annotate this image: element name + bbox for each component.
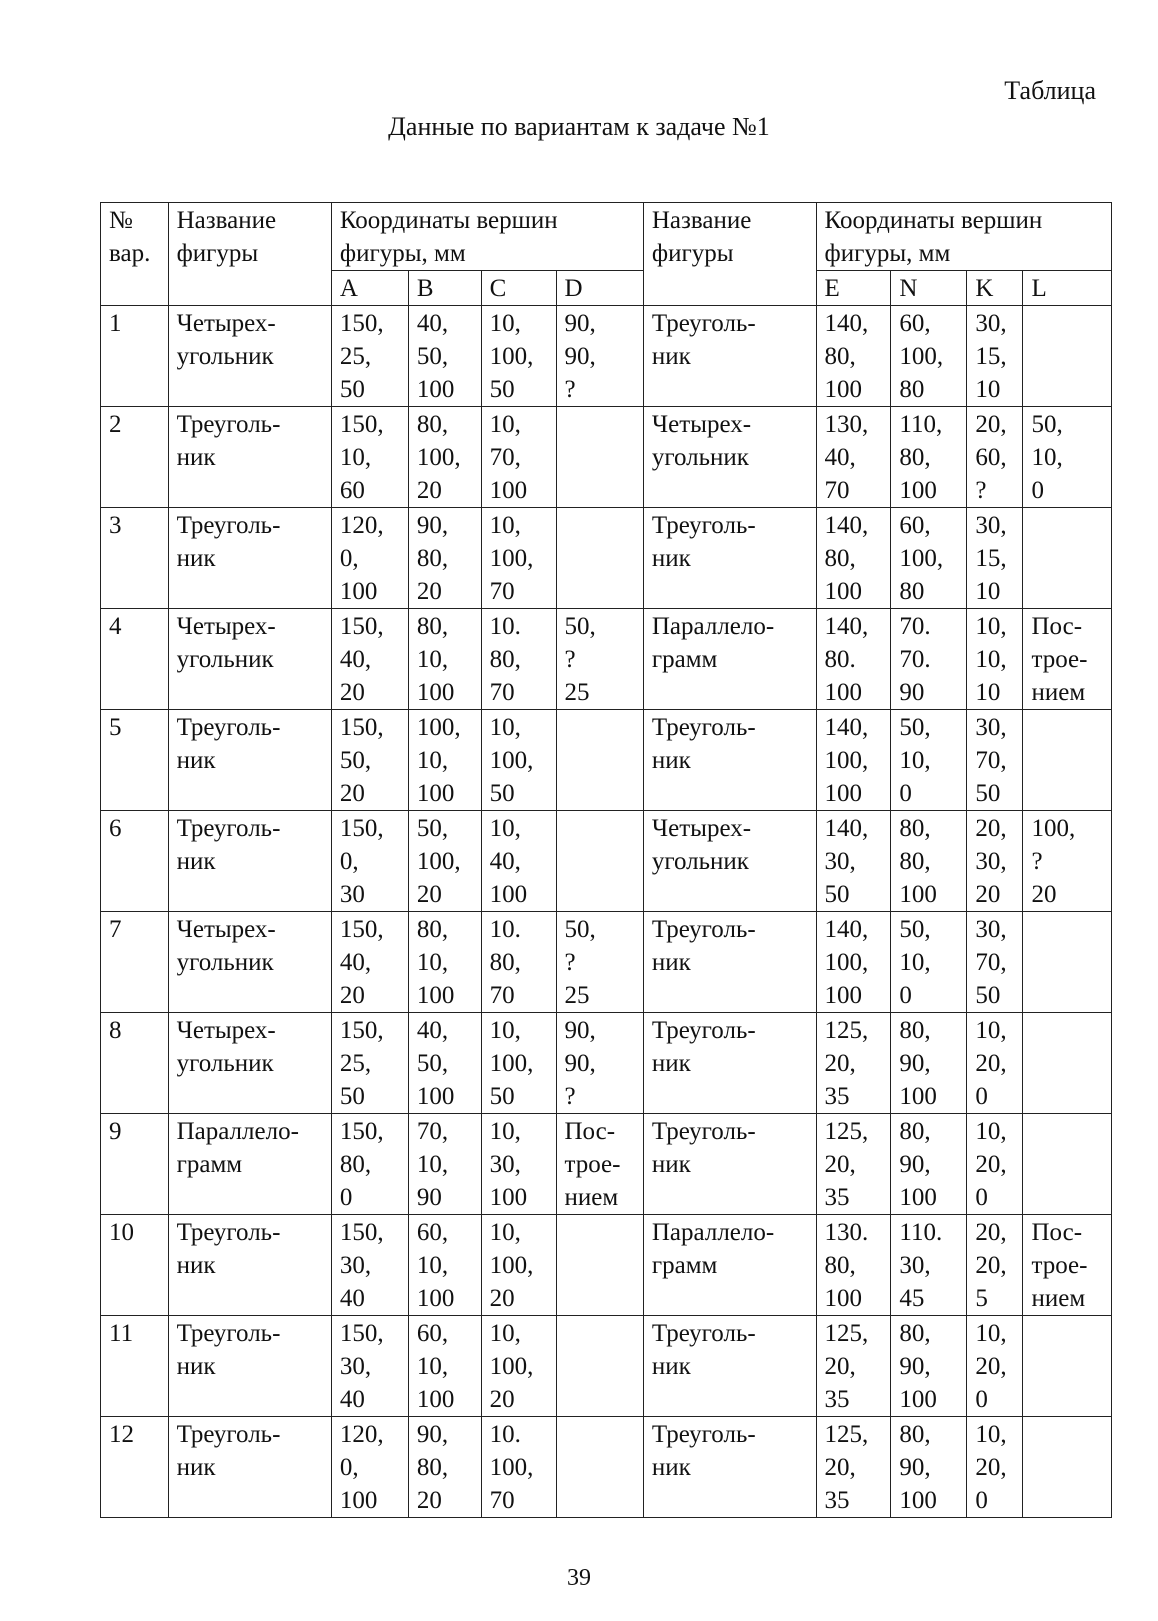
vertex-a-cell: 150, 40, 20 (331, 609, 408, 710)
variant-number-cell: 12 (101, 1417, 169, 1518)
vertex-a-cell: 150, 25, 50 (331, 306, 408, 407)
figure-name-1-cell: Треуголь- ник (168, 1316, 331, 1417)
variants-table (100, 202, 1112, 1518)
vertex-c-cell: 10, 40, 100 (481, 811, 556, 912)
variant-number-cell: 8 (101, 1013, 169, 1114)
vertex-e-cell: 130. 80, 100 (816, 1215, 891, 1316)
variant-number-cell: 3 (101, 508, 169, 609)
figure-name-1-cell: Четырех- угольник (168, 306, 331, 407)
vertex-d-cell (556, 811, 643, 912)
vertex-d-cell: 90, 90, ? (556, 306, 643, 407)
vertex-d-cell: Пос- трое- нием (556, 1114, 643, 1215)
figure-name-2-cell: Треуголь- ник (643, 1013, 816, 1114)
vertex-n-cell: 70. 70. 90 (891, 609, 967, 710)
variant-number-cell: 9 (101, 1114, 169, 1215)
vertex-k-cell: 10, 20, 0 (967, 1417, 1023, 1518)
vertex-c-cell: 10. 80, 70 (481, 912, 556, 1013)
vertex-c-cell: 10. 80, 70 (481, 609, 556, 710)
vertex-l-cell (1023, 912, 1112, 1013)
header-vertex-b: B (408, 271, 481, 306)
vertex-c-cell: 10, 70, 100 (481, 407, 556, 508)
vertex-c-cell: 10, 100, 20 (481, 1316, 556, 1417)
vertex-l-cell: 100, ? 20 (1023, 811, 1112, 912)
vertex-k-cell: 10, 20, 0 (967, 1013, 1023, 1114)
header-variant-number: № вар. (101, 203, 169, 306)
vertex-k-cell: 20, 60, ? (967, 407, 1023, 508)
figure-name-2-cell: Треуголь- ник (643, 1417, 816, 1518)
figure-name-1-cell: Треуголь- ник (168, 710, 331, 811)
figure-name-1-cell: Четырех- угольник (168, 609, 331, 710)
figure-name-2-cell: Треуголь- ник (643, 912, 816, 1013)
vertex-k-cell: 20, 30, 20 (967, 811, 1023, 912)
variant-number-cell: 10 (101, 1215, 169, 1316)
vertex-b-cell: 90, 80, 20 (408, 508, 481, 609)
vertex-n-cell: 50, 10, 0 (891, 710, 967, 811)
header-vertex-d: D (556, 271, 643, 306)
table-caption: Таблица (1004, 76, 1096, 105)
table-row (101, 811, 1112, 912)
vertex-n-cell: 110. 30, 45 (891, 1215, 967, 1316)
vertex-a-cell: 150, 80, 0 (331, 1114, 408, 1215)
table-row (101, 508, 1112, 609)
vertex-a-cell: 150, 25, 50 (331, 1013, 408, 1114)
header-figure-name-1: Название фигуры (168, 203, 331, 306)
header-coordinates-2: Координаты вершин фигуры, мм (816, 203, 1111, 271)
vertex-e-cell: 125, 20, 35 (816, 1114, 891, 1215)
variant-number-cell: 4 (101, 609, 169, 710)
variant-number-cell: 7 (101, 912, 169, 1013)
variant-number-cell: 2 (101, 407, 169, 508)
table-row (101, 1013, 1112, 1114)
figure-name-2-cell: Четырех- угольник (643, 407, 816, 508)
vertex-e-cell: 140, 30, 50 (816, 811, 891, 912)
vertex-a-cell: 150, 10, 60 (331, 407, 408, 508)
vertex-e-cell: 140, 100, 100 (816, 710, 891, 811)
figure-name-1-cell: Треуголь- ник (168, 1215, 331, 1316)
header-vertex-e: E (816, 271, 891, 306)
vertex-n-cell: 60, 100, 80 (891, 306, 967, 407)
figure-name-2-cell: Треуголь- ник (643, 306, 816, 407)
vertex-l-cell: Пос- трое- нием (1023, 1215, 1112, 1316)
vertex-b-cell: 60, 10, 100 (408, 1316, 481, 1417)
vertex-k-cell: 30, 70, 50 (967, 912, 1023, 1013)
variant-number-cell: 6 (101, 811, 169, 912)
vertex-n-cell: 80, 90, 100 (891, 1417, 967, 1518)
header-coordinates-1: Координаты вершин фигуры, мм (331, 203, 643, 271)
vertex-l-cell (1023, 1417, 1112, 1518)
header-figure-name-2: Название фигуры (643, 203, 816, 306)
table-row (101, 1215, 1112, 1316)
vertex-a-cell: 150, 30, 40 (331, 1215, 408, 1316)
vertex-b-cell: 40, 50, 100 (408, 1013, 481, 1114)
vertex-c-cell: 10, 100, 50 (481, 1013, 556, 1114)
vertex-k-cell: 10, 20, 0 (967, 1114, 1023, 1215)
figure-name-2-cell: Параллело- грамм (643, 1215, 816, 1316)
header-vertex-c: C (481, 271, 556, 306)
variant-number-cell: 11 (101, 1316, 169, 1417)
page-number: 39 (567, 1565, 591, 1591)
vertex-d-cell (556, 1417, 643, 1518)
vertex-b-cell: 90, 80, 20 (408, 1417, 481, 1518)
vertex-a-cell: 150, 50, 20 (331, 710, 408, 811)
vertex-a-cell: 120, 0, 100 (331, 508, 408, 609)
vertex-e-cell: 130, 40, 70 (816, 407, 891, 508)
vertex-e-cell: 125, 20, 35 (816, 1316, 891, 1417)
vertex-e-cell: 125, 20, 35 (816, 1417, 891, 1518)
figure-name-1-cell: Треуголь- ник (168, 508, 331, 609)
figure-name-2-cell: Параллело- грамм (643, 609, 816, 710)
vertex-l-cell (1023, 1114, 1112, 1215)
table-body (101, 306, 1112, 1518)
vertex-l-cell (1023, 710, 1112, 811)
table-row (101, 1114, 1112, 1215)
table-row (101, 912, 1112, 1013)
header-vertex-k: K (967, 271, 1023, 306)
page-title: Данные по вариантам к задаче №1 (388, 112, 770, 141)
vertex-n-cell: 60, 100, 80 (891, 508, 967, 609)
vertex-b-cell: 70, 10, 90 (408, 1114, 481, 1215)
vertex-c-cell: 10, 100, 50 (481, 306, 556, 407)
vertex-b-cell: 100, 10, 100 (408, 710, 481, 811)
vertex-a-cell: 120, 0, 100 (331, 1417, 408, 1518)
vertex-e-cell: 140, 100, 100 (816, 912, 891, 1013)
header-vertex-n: N (891, 271, 967, 306)
vertex-d-cell (556, 508, 643, 609)
vertex-c-cell: 10, 100, 50 (481, 710, 556, 811)
vertex-b-cell: 60, 10, 100 (408, 1215, 481, 1316)
vertex-k-cell: 30, 70, 50 (967, 710, 1023, 811)
table-row (101, 1417, 1112, 1518)
vertex-d-cell: 90, 90, ? (556, 1013, 643, 1114)
vertex-e-cell: 140, 80, 100 (816, 306, 891, 407)
vertex-e-cell: 140, 80, 100 (816, 508, 891, 609)
vertex-b-cell: 80, 10, 100 (408, 609, 481, 710)
vertex-k-cell: 10, 10, 10 (967, 609, 1023, 710)
vertex-d-cell: 50, ? 25 (556, 912, 643, 1013)
vertex-e-cell: 125, 20, 35 (816, 1013, 891, 1114)
vertex-d-cell (556, 710, 643, 811)
figure-name-1-cell: Четырех- угольник (168, 912, 331, 1013)
vertex-n-cell: 110, 80, 100 (891, 407, 967, 508)
vertex-c-cell: 10, 100, 70 (481, 508, 556, 609)
vertex-l-cell: 50, 10, 0 (1023, 407, 1112, 508)
vertex-k-cell: 10, 20, 0 (967, 1316, 1023, 1417)
vertex-n-cell: 80, 90, 100 (891, 1114, 967, 1215)
vertex-b-cell: 50, 100, 20 (408, 811, 481, 912)
figure-name-2-cell: Треуголь- ник (643, 710, 816, 811)
vertex-c-cell: 10, 30, 100 (481, 1114, 556, 1215)
figure-name-1-cell: Параллело- грамм (168, 1114, 331, 1215)
vertex-l-cell: Пос- трое- нием (1023, 609, 1112, 710)
vertex-k-cell: 20, 20, 5 (967, 1215, 1023, 1316)
vertex-l-cell (1023, 306, 1112, 407)
header-vertex-l: L (1023, 271, 1112, 306)
vertex-c-cell: 10. 100, 70 (481, 1417, 556, 1518)
vertex-a-cell: 150, 0, 30 (331, 811, 408, 912)
figure-name-1-cell: Четырех- угольник (168, 1013, 331, 1114)
vertex-l-cell (1023, 1316, 1112, 1417)
figure-name-1-cell: Треуголь- ник (168, 407, 331, 508)
vertex-b-cell: 80, 100, 20 (408, 407, 481, 508)
table-row (101, 306, 1112, 407)
vertex-d-cell (556, 407, 643, 508)
vertex-n-cell: 80, 90, 100 (891, 1316, 967, 1417)
vertex-d-cell (556, 1316, 643, 1417)
vertex-n-cell: 80, 90, 100 (891, 1013, 967, 1114)
vertex-b-cell: 80, 10, 100 (408, 912, 481, 1013)
vertex-b-cell: 40, 50, 100 (408, 306, 481, 407)
vertex-n-cell: 80, 80, 100 (891, 811, 967, 912)
table-row (101, 710, 1112, 811)
figure-name-2-cell: Треуголь- ник (643, 1316, 816, 1417)
variant-number-cell: 5 (101, 710, 169, 811)
vertex-n-cell: 50, 10, 0 (891, 912, 967, 1013)
table-row (101, 1316, 1112, 1417)
figure-name-1-cell: Треуголь- ник (168, 811, 331, 912)
vertex-a-cell: 150, 30, 40 (331, 1316, 408, 1417)
figure-name-2-cell: Треуголь- ник (643, 508, 816, 609)
header-vertex-a: A (331, 271, 408, 306)
vertex-a-cell: 150, 40, 20 (331, 912, 408, 1013)
vertex-e-cell: 140, 80. 100 (816, 609, 891, 710)
vertex-d-cell: 50, ? 25 (556, 609, 643, 710)
figure-name-2-cell: Треуголь- ник (643, 1114, 816, 1215)
variant-number-cell: 1 (101, 306, 169, 407)
table-row (101, 407, 1112, 508)
figure-name-2-cell: Четырех- угольник (643, 811, 816, 912)
table-row (101, 609, 1112, 710)
vertex-l-cell (1023, 1013, 1112, 1114)
figure-name-1-cell: Треуголь- ник (168, 1417, 331, 1518)
vertex-k-cell: 30, 15, 10 (967, 306, 1023, 407)
vertex-l-cell (1023, 508, 1112, 609)
vertex-c-cell: 10, 100, 20 (481, 1215, 556, 1316)
vertex-k-cell: 30, 15, 10 (967, 508, 1023, 609)
vertex-d-cell (556, 1215, 643, 1316)
